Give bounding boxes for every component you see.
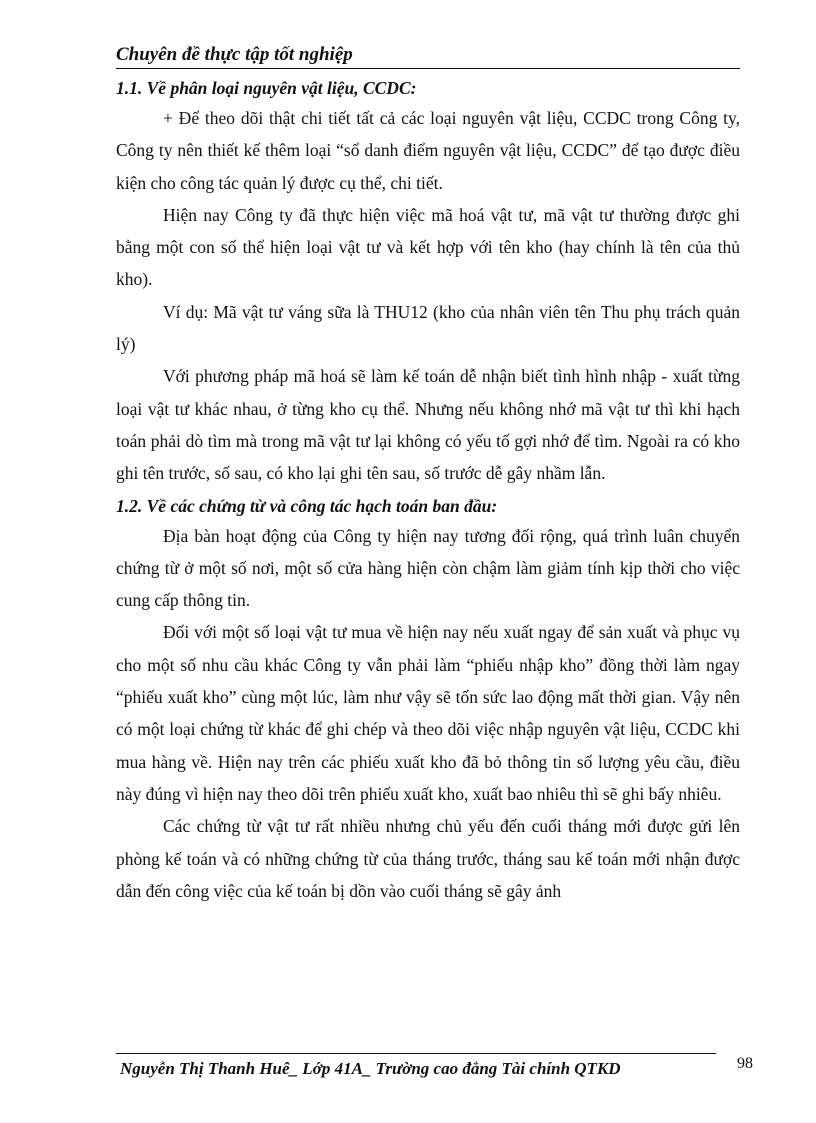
- paragraph: Ví dụ: Mã vật tư váng sữa là THU12 (kho của nhân viên tên Thu phụ trách quản lý): [116, 301, 740, 355]
- paragraph: + Để theo dõi thật chi tiết tất cả các loại nguyên vật liệu, CCDC trong Công ty, Công ty nên thiết kế thêm loại “sổ danh điểm nguyên vật liệu, CCDC” để tạo được điều kiện cho công tác quản lý được cụ thể, chi tiết.: [116, 108, 740, 193]
- page-footer: Nguyễn Thị Thanh Huê_ Lớp 41A_ Trường cao đẳng Tài chính QTKD: [120, 1059, 621, 1078]
- section-heading-1-1: 1.1. Về phân loại nguyên vật liệu, CCDC:: [116, 78, 417, 98]
- footer-divider: [116, 1053, 716, 1054]
- paragraph: Địa bàn hoạt động của Công ty hiện nay tương đối rộng, quá trình luân chuyển chứng từ ở một số nơi, một số cửa hàng hiện còn chậm làm giảm tính kịp thời cho việc cung cấp thông tin.: [116, 525, 740, 611]
- page-header: Chuyên đề thực tập tốt nghiệp: [116, 44, 740, 69]
- paragraph: Với phương pháp mã hoá sẽ làm kế toán dễ nhận biết tình hình nhập - xuất từng loại vật tư khác nhau, ở từng kho cụ thể. Nhưng nếu không nhớ mã vật tư thì khi hạch toán phải dò tìm mà trong mã vật tư lại không có yếu tố gợi nhớ để tìm. Ngoài ra có kho ghi tên trước, số sau, có kho lại ghi tên sau, số trước dễ gây nhầm lẫn.: [116, 366, 740, 484]
- paragraph: Các chứng từ vật tư rất nhiều nhưng chủ yếu đến cuối tháng mới được gửi lên phòng kế toán và có những chứng từ của tháng trước, tháng sau kế toán mới nhận được dẫn đến công việc của kế toán bị dồn vào cuối tháng sẽ gây ảnh: [116, 816, 740, 901]
- section-heading-1-2: 1.2. Về các chứng từ và công tác hạch toán ban đầu:: [116, 495, 498, 516]
- paragraph: Đối với một số loại vật tư mua về hiện nay nếu xuất ngay để sản xuất và phục vụ cho một số nhu cầu khác Công ty vẫn phải làm “phiếu nhập kho” đồng thời làm ngay “phiếu xuất kho” cùng một lúc, làm như vậy sẽ tốn sức lao động mất thời gian. Vậy nên có một loại chứng từ khác để ghi chép và theo dõi việc nhập nguyên vật liệu, CCDC khi mua hàng về. Hiện nay trên các phiếu xuất kho đã bỏ thông tin số lượng yêu cầu, điều này đúng vì hiện nay theo dõi trên phiếu xuất kho, xuất bao nhiêu thì sẽ ghi bấy nhiêu.: [116, 622, 740, 804]
- page-number: 98: [737, 1055, 753, 1072]
- paragraph: Hiện nay Công ty đã thực hiện việc mã hoá vật tư, mã vật tư thường được ghi bằng một con số thể hiện loại vật tư và kết hợp với tên kho (hay chính là tên của thủ kho).: [116, 204, 740, 290]
- document-body: [116, 78, 740, 907]
